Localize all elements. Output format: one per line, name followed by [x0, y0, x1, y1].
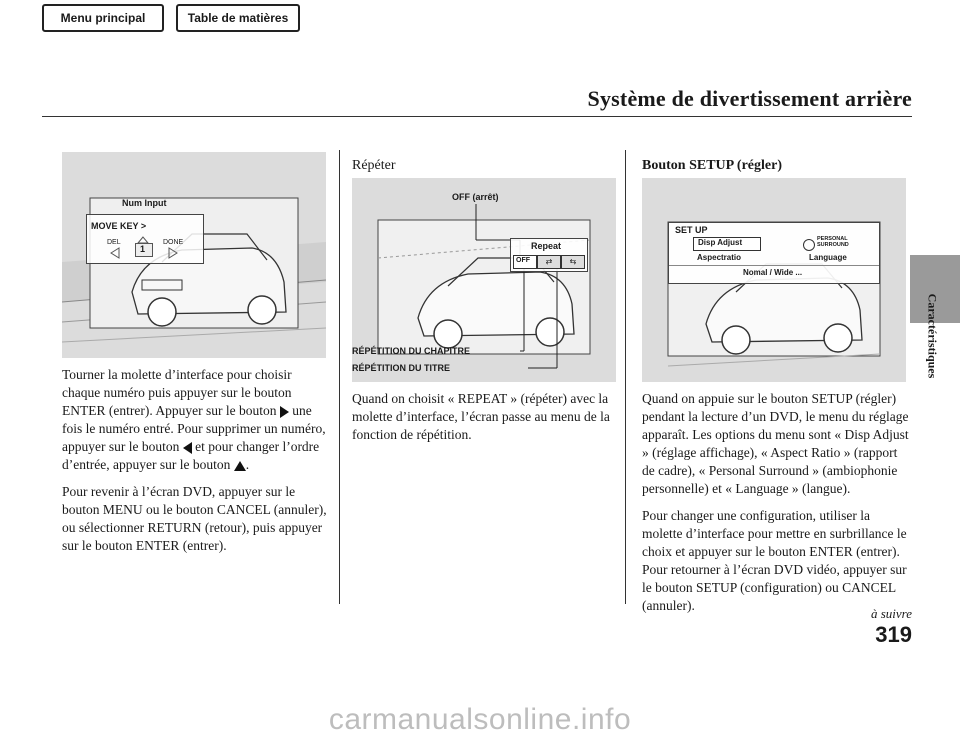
personal-surround-option[interactable]: PERSONAL SURROUND — [817, 236, 849, 248]
num-input-figure — [62, 152, 326, 358]
col1-para1-d: . — [245, 457, 250, 472]
table-of-contents-button[interactable]: Table de matières — [176, 4, 300, 32]
repeat-title: Repeat — [531, 241, 562, 251]
section-title: Système de divertissement arrière — [587, 86, 912, 111]
col1-para1-a: Tourner la molette d’interface pour choisir chaque numéro puis appuyer sur le bouton ENTER (entrer). Appuyer sur le bouton — [62, 367, 292, 418]
col2-text — [352, 390, 618, 453]
col1-para2: Pour revenir à l’écran DVD, appuyer sur le bouton MENU ou le bouton CANCEL (annuler), ou sélectionner RETURN (retour), puis appuyer sur le bouton ENTER (entrer). — [62, 484, 327, 553]
language-option[interactable]: Language — [809, 253, 847, 262]
chapter-repeat-icon[interactable]: ⇄ — [537, 255, 561, 269]
col3-text — [642, 390, 910, 624]
watermark: carmanualsonline.info — [328, 703, 632, 736]
col1-para1-b: une fois le numéro entré. Pour supprimer un numéro, appuyer sur le bouton — [62, 403, 326, 454]
title-rule — [42, 116, 912, 117]
col2-para: Quand on choisit « REPEAT » (répéter) avec la molette d’interface, l’écran passe au menu de la fonction de répétition. — [352, 391, 610, 442]
personal-surround-icon — [803, 239, 815, 251]
menu-principal-button[interactable]: Menu principal — [42, 4, 164, 32]
col3-para1: Quand on appuie sur le bouton SETUP (régler) pendant la lecture d’un DVD, le menu du réglage apparaît. Les options du menu sont « Disp Adjust » (réglage affichage), « Aspect Ratio » (rapport de cadre), « Personal Surround » (ambiophonie personnelle) et « Language » (langue). — [642, 391, 909, 496]
off-button[interactable]: OFF — [516, 257, 530, 264]
move-key-label: MOVE KEY > — [91, 221, 147, 231]
num-input-screen — [86, 214, 204, 264]
page-number: 319 — [875, 622, 912, 647]
title-repeat-label: RÉPÉTITION DU TITRE — [352, 363, 451, 373]
column-divider — [625, 150, 626, 604]
setup-screen — [668, 222, 880, 284]
setup-heading: Bouton SETUP (régler) — [642, 158, 782, 173]
disp-adjust-option[interactable]: Disp Adjust — [698, 238, 743, 247]
left-arrow-icon — [183, 442, 192, 454]
col1-para1-c: et pour changer l’ordre d’entrée, appuyer sur le bouton — [62, 439, 320, 472]
repeter-heading: Répéter — [352, 158, 396, 173]
digit-field: 1 — [140, 244, 146, 254]
setup-figure — [642, 178, 906, 382]
column-divider — [339, 150, 340, 604]
normal-wide-value: Nomal / Wide ... — [743, 268, 803, 277]
chapter-repeat-label: RÉPÉTITION DU CHAPITRE — [352, 346, 471, 356]
right-arrow-icon — [280, 406, 289, 418]
col1-text — [62, 366, 328, 564]
num-input-title: Num Input — [122, 198, 167, 208]
del-label: DEL — [107, 239, 121, 246]
col3-para2: Pour changer une configuration, utiliser la molette d’interface pour mettre en surbrillance le choix et appuyer sur le bouton ENTER (entrer). Pour retourner à l’écran DVD vidéo, appuyer sur le bouton SETUP (configuration) ou CANCEL (annuler). — [642, 508, 907, 613]
continued-label: à suivre — [870, 606, 912, 621]
repeat-screen — [510, 238, 588, 272]
repeat-figure — [352, 178, 616, 382]
setup-title: SET UP — [675, 225, 708, 235]
side-tab-label: Caractéristiques — [925, 293, 940, 379]
off-callout: OFF (arrêt) — [452, 192, 499, 202]
up-arrow-icon — [234, 461, 246, 471]
aspectratio-option[interactable]: Aspectratio — [697, 253, 742, 262]
title-repeat-icon[interactable]: ⇆ — [561, 255, 585, 269]
done-label: DONE — [163, 239, 184, 246]
